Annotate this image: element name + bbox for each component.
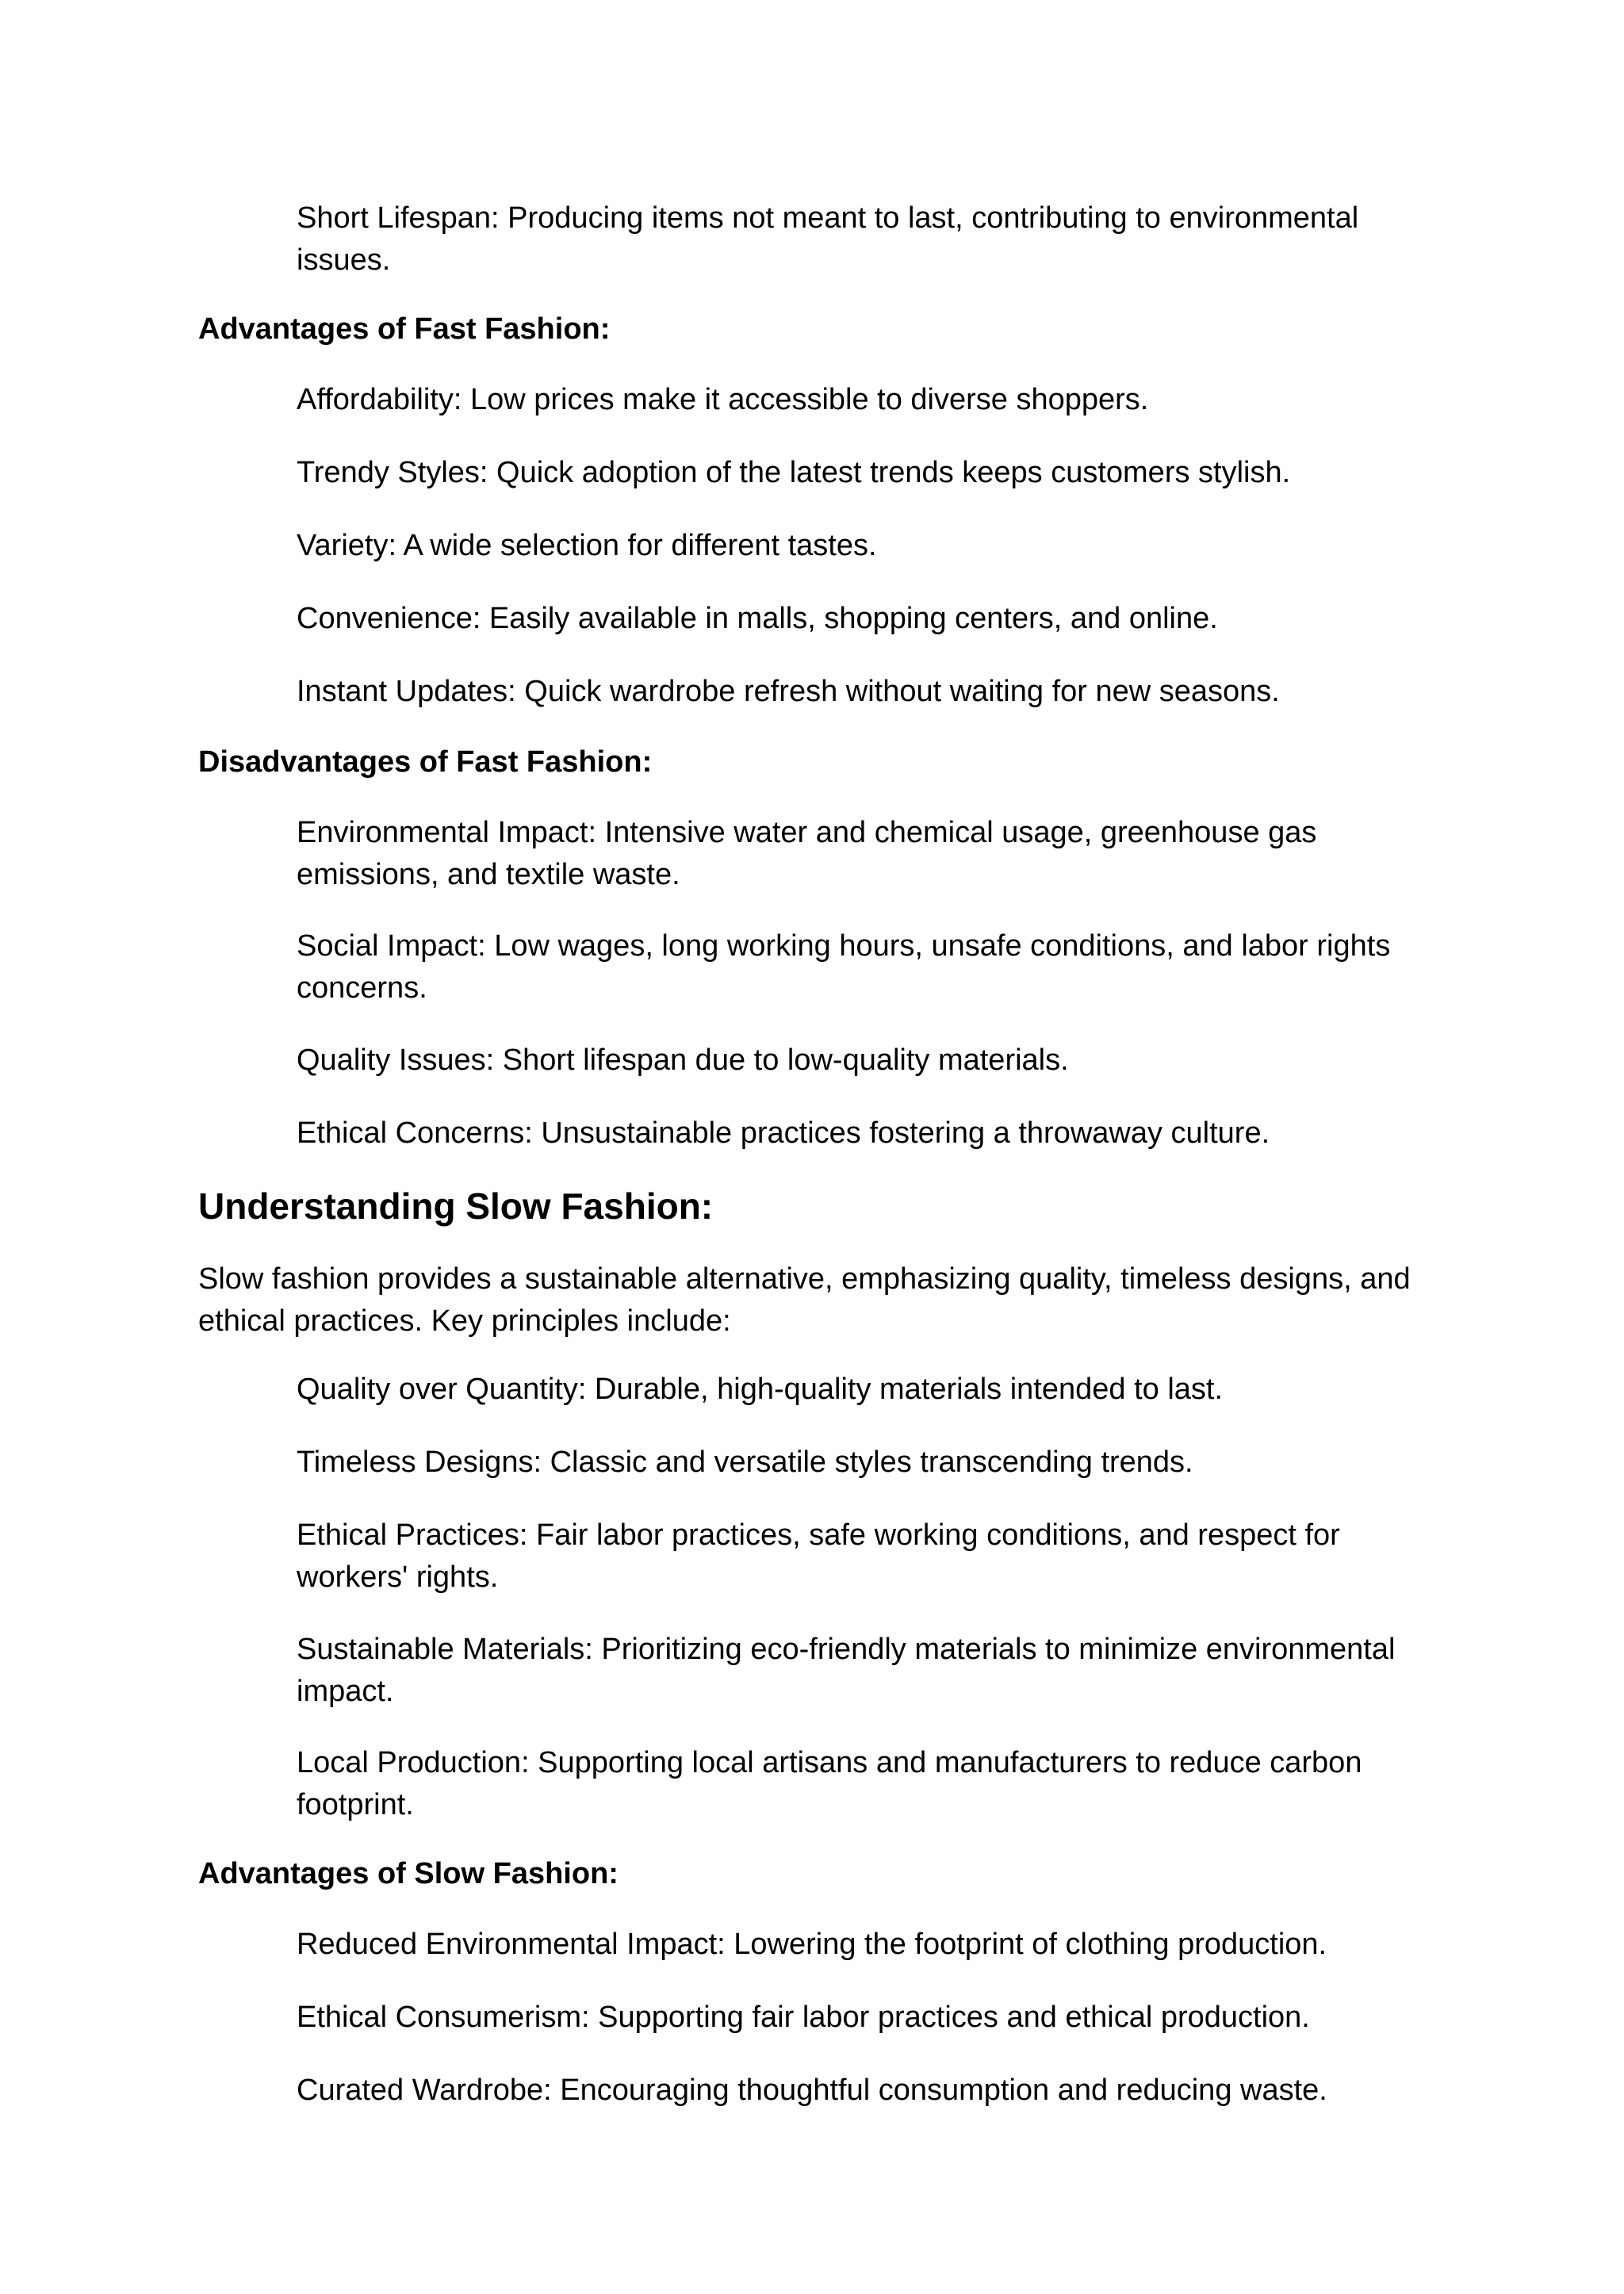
slow-fashion-intro: Slow fashion provides a sustainable alternative, emphasizing quality, timeless designs, and ethical practices. Key principles include: xyxy=(198,1262,1411,1338)
list-item: Ethical Practices: Fair labor practices, safe working conditions, and respect for workers' rights. xyxy=(297,1518,1340,1594)
list-item: Local Production: Supporting local artisans and manufacturers to reduce carbon footprint. xyxy=(297,1746,1362,1821)
slow-advantages-heading: Advantages of Slow Fashion: xyxy=(198,1857,619,1890)
list-item: Reduced Environmental Impact: Lowering the footprint of clothing production. xyxy=(297,1928,1327,1961)
list-item: Short Lifespan: Producing items not meant to last, contributing to environmental issues. xyxy=(297,201,1359,277)
list-item: Curated Wardrobe: Encouraging thoughtful consumption and reducing waste. xyxy=(297,2074,1327,2107)
list-item: Timeless Designs: Classic and versatile styles transcending trends. xyxy=(297,1446,1193,1479)
list-item: Social Impact: Low wages, long working hours, unsafe conditions, and labor rights concerns. xyxy=(297,929,1391,1005)
list-item: Trendy Styles: Quick adoption of the latest trends keeps customers stylish. xyxy=(297,456,1291,489)
slow-fashion-heading: Understanding Slow Fashion: xyxy=(198,1185,714,1227)
fast-disadvantages-heading: Disadvantages of Fast Fashion: xyxy=(198,745,653,779)
list-item: Sustainable Materials: Prioritizing eco-friendly materials to minimize environmental impact. xyxy=(297,1633,1396,1708)
list-item: Variety: A wide selection for different tastes. xyxy=(297,529,877,562)
list-item: Quality Issues: Short lifespan due to low-quality materials. xyxy=(297,1044,1069,1077)
fast-advantages-heading: Advantages of Fast Fashion: xyxy=(198,312,611,346)
list-item: Ethical Consumerism: Supporting fair labor practices and ethical production. xyxy=(297,2001,1310,2034)
list-item: Convenience: Easily available in malls, shopping centers, and online. xyxy=(297,602,1218,635)
list-item: Environmental Impact: Intensive water and chemical usage, greenhouse gas emissions, and textile waste. xyxy=(297,816,1317,891)
list-item: Affordability: Low prices make it accessible to diverse shoppers. xyxy=(297,383,1149,416)
list-item: Instant Updates: Quick wardrobe refresh without waiting for new seasons. xyxy=(297,675,1280,708)
list-item: Quality over Quantity: Durable, high-quality materials intended to last. xyxy=(297,1373,1224,1406)
list-item: Ethical Concerns: Unsustainable practices fostering a throwaway culture. xyxy=(297,1116,1270,1150)
